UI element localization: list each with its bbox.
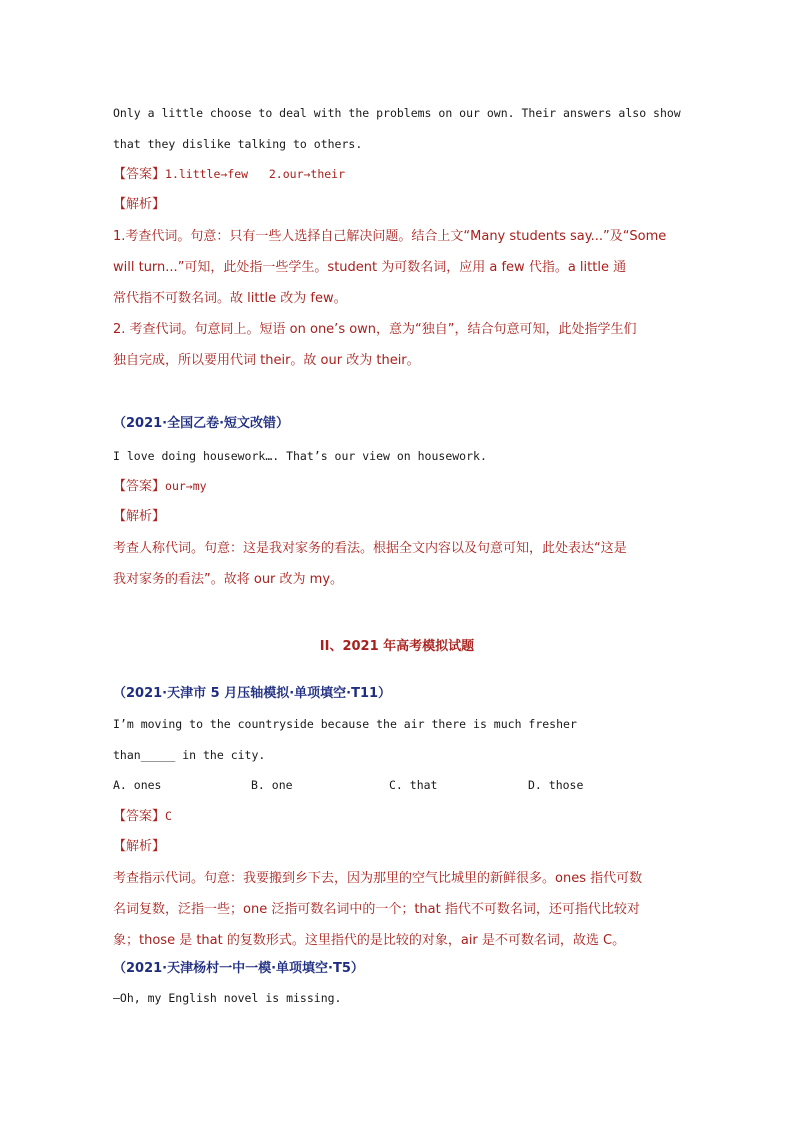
analysis-line: 2. 考查代词。句意同上。短语 on one’s own，意为“独自”，结合句意可知，此处指学生们 xyxy=(113,322,637,337)
analysis-line: 常代指不可数名词。故 little 改为 few。 xyxy=(113,291,347,306)
answer-text: our→my xyxy=(165,479,207,493)
analysis-line: 我对家务的看法”。故将 our 改为 my。 xyxy=(113,572,344,587)
analysis-line: 考查指示代词。句意：我要搬到乡下去，因为那里的空气比城里的新鲜很多。ones 指代可数 xyxy=(113,871,643,886)
option-a: A. ones xyxy=(113,778,162,792)
analysis-line: 考查人称代词。句意：这是我对家务的看法。根据全文内容以及句意可知，此处表达“这是 xyxy=(113,541,627,556)
analysis-label: 【解析】 xyxy=(113,197,166,212)
answer-row xyxy=(113,478,683,495)
answer-label: 【答案】 xyxy=(113,167,166,182)
passage-line: that they dislike talking to others. xyxy=(113,137,363,151)
question-source: （2021·天津市 5 月压轴模拟·单项填空·T11） xyxy=(113,686,392,701)
analysis-label: 【解析】 xyxy=(113,839,166,854)
analysis-line: 1.考查代词。句意：只有一些人选择自己解决问题。结合上文“Many students say...”及“Some xyxy=(113,229,667,244)
question-stem: —Oh, my English novel is missing. xyxy=(113,991,342,1005)
answer-text: 1.little→few 2.our→their xyxy=(165,167,346,181)
analysis-line: will turn...”可知，此处指一些学生。student 为可数名词，应用 a few 代指。a little 通 xyxy=(113,260,627,275)
answer-row xyxy=(113,166,683,183)
question-stem: I’m moving to the countryside because the air there is much fresher xyxy=(113,717,577,731)
analysis-label: 【解析】 xyxy=(113,509,166,524)
option-b: B. one xyxy=(251,778,293,792)
answer-text: C xyxy=(165,809,172,823)
question-source: （2021·天津杨村一中一模·单项填空·T5） xyxy=(113,961,364,976)
passage-line: I love doing housework…. That’s our view on housework. xyxy=(113,449,487,463)
analysis-line: 象；those 是 that 的复数形式。这里指代的是比较的对象，air 是不可数名词，故选 C。 xyxy=(113,933,626,948)
answer-label: 【答案】 xyxy=(113,809,166,824)
option-d: D. those xyxy=(528,778,584,792)
answer-row xyxy=(113,808,683,825)
option-c: C. that xyxy=(389,778,438,792)
analysis-line: 独自完成，所以要用代词 their。故 our 改为 their。 xyxy=(113,353,420,368)
passage-line: Only a little choose to deal with the problems on our own. Their answers also show xyxy=(113,106,681,120)
section-title: II、2021 年高考模拟试题 xyxy=(319,639,475,654)
analysis-line: 名词复数，泛指一些；one 泛指可数名词中的一个；that 指代不可数名词，还可指代比较对 xyxy=(113,902,640,917)
question-source: （2021·全国乙卷·短文改错） xyxy=(113,416,290,431)
answer-label: 【答案】 xyxy=(113,479,166,494)
question-stem: than_____ in the city. xyxy=(113,748,266,762)
